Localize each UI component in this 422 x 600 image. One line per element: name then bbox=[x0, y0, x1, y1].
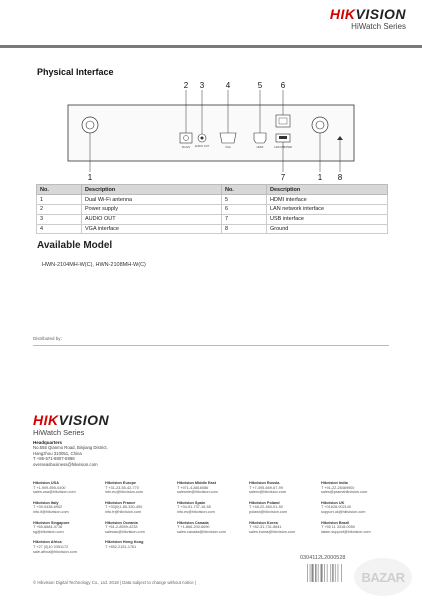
callout-4: 4 bbox=[225, 81, 231, 90]
table-row bbox=[37, 195, 388, 205]
office-item bbox=[249, 521, 321, 535]
office-phone: T +01628-902140 bbox=[321, 505, 352, 510]
office-item bbox=[105, 521, 177, 535]
brand-wordmark: HIKVISION bbox=[329, 6, 406, 22]
office-item bbox=[177, 501, 249, 515]
cell-desc: Power supply bbox=[82, 204, 222, 214]
header-no-1: No. bbox=[37, 185, 82, 195]
office-name: Hikvision Europe bbox=[105, 481, 137, 485]
available-model-title: Available Model bbox=[37, 240, 113, 251]
footer-brand-wordmark: HIKVISION bbox=[33, 412, 110, 428]
header-desc-2: Description bbox=[267, 185, 388, 195]
footer-brand-subtitle: HiWatch Series bbox=[33, 428, 85, 437]
office-name: Hikvision Poland bbox=[249, 500, 280, 505]
office-item bbox=[177, 521, 249, 535]
barcode-bar bbox=[330, 564, 331, 582]
office-phone: T +55 11 3318-0050 bbox=[321, 525, 355, 530]
label-hdmi: HDMI bbox=[256, 146, 264, 149]
callout-6: 6 bbox=[280, 81, 286, 90]
office-name: Hikvision Hong Kong bbox=[105, 540, 144, 545]
hdmi-port bbox=[254, 133, 266, 143]
header-desc-1: Description bbox=[82, 185, 222, 195]
office-name: Hikvision USA bbox=[33, 481, 59, 485]
office-phone: T +1-909-895-0400 bbox=[33, 485, 66, 490]
callout-7: 7 bbox=[280, 173, 286, 182]
office-email: sales.korea@hikvision.com bbox=[249, 529, 296, 534]
cell-desc: LAN network interface bbox=[267, 204, 388, 214]
office-email: support.uk@hikvision.com bbox=[321, 509, 366, 514]
footer-logo bbox=[33, 412, 109, 437]
office-email: sale.africa@hikvision.com bbox=[33, 549, 77, 554]
header-divider bbox=[0, 45, 422, 48]
cell-no: 4 bbox=[37, 224, 82, 234]
office-name: Hikvision UK bbox=[321, 500, 345, 505]
office-phone: T +65-6684-4718 bbox=[33, 525, 63, 530]
office-item bbox=[33, 501, 105, 515]
antenna-left bbox=[82, 117, 98, 133]
callout-3: 3 bbox=[199, 81, 205, 90]
office-name: Hikvision Brazil bbox=[321, 520, 350, 525]
office-phone: T +27 (0)10 0351172 bbox=[33, 544, 69, 549]
label-audio: AUDIO OUT bbox=[194, 145, 210, 148]
table-row bbox=[37, 214, 388, 224]
barcode-bar bbox=[332, 564, 333, 582]
office-name: Hikvision India bbox=[321, 481, 348, 485]
office-email: sales.canada@hikvision.com bbox=[177, 529, 227, 534]
office-email: latam.support@hikvision.com bbox=[321, 529, 371, 534]
power-port bbox=[180, 133, 192, 143]
office-email: saleru@hikvision.com bbox=[249, 490, 286, 495]
watermark-logo: BAZAR bbox=[354, 558, 412, 596]
barcode-bar bbox=[338, 564, 339, 582]
cell-desc: AUDIO OUT bbox=[82, 214, 222, 224]
office-phone: T +7-495-669-67-99 bbox=[249, 485, 283, 490]
cell-desc: HDMI interface bbox=[267, 195, 388, 205]
barcode-bar bbox=[310, 564, 311, 582]
office-phone: T +61-2-8599-4233 bbox=[105, 525, 138, 530]
label-lan-usb: LAN/USB/PWR bbox=[274, 146, 292, 149]
hq-address-2: Hangzhou 310051, China bbox=[33, 450, 82, 456]
office-email: info.it@hikvision.com bbox=[33, 509, 69, 514]
office-phone: T +34-91-737-16-55 bbox=[177, 505, 211, 510]
model-list: HWN-2104MH-W(C), HWN-2108MH-W(C) bbox=[42, 262, 146, 268]
cell-desc: Dual Wi-Fi antenna bbox=[82, 195, 222, 205]
interface-table bbox=[36, 184, 388, 234]
office-item bbox=[321, 481, 393, 495]
label-vga: VGA bbox=[225, 146, 231, 149]
office-name: Hikvision France bbox=[105, 500, 136, 505]
hq-email: overseasbusiness@hikvision.com bbox=[33, 461, 98, 467]
cell-no: 5 bbox=[222, 195, 267, 205]
office-phone: T +971-4-8816086 bbox=[177, 485, 209, 490]
hq-title: Headquarters bbox=[33, 440, 63, 445]
office-email: info.es@hikvision.com bbox=[177, 509, 215, 514]
office-item bbox=[249, 501, 321, 515]
copyright-text: © Hikvision Digital Technology Co., Ltd. 2018 | Data subject to change without notice | bbox=[33, 580, 196, 585]
office-email: info.eu@hikvision.com bbox=[105, 490, 144, 495]
barcode-bar bbox=[312, 564, 314, 582]
barcode-bar bbox=[341, 564, 342, 582]
callout-5: 5 bbox=[257, 81, 263, 90]
table-row bbox=[37, 224, 388, 234]
office-name: Hikvision Italy bbox=[33, 500, 59, 505]
office-item bbox=[249, 481, 321, 495]
cell-no: 2 bbox=[37, 204, 82, 214]
office-name: Hikvision Singapore bbox=[33, 520, 70, 525]
rear-panel-diagram bbox=[40, 80, 390, 185]
barcode-bar bbox=[324, 564, 325, 582]
cell-no: 7 bbox=[222, 214, 267, 224]
office-name: Hikvision Africa bbox=[33, 540, 62, 545]
office-phone: T +33(0)1-85-330-450 bbox=[105, 505, 143, 510]
cell-no: 8 bbox=[222, 224, 267, 234]
lan-port bbox=[276, 115, 290, 127]
panel-outline bbox=[68, 105, 354, 161]
barcode-bar bbox=[335, 564, 336, 582]
office-email: info.fr@hikvision.com bbox=[105, 509, 142, 514]
serial-number: 0304112L2000528 bbox=[300, 555, 346, 561]
office-email: sg@hikvision.com bbox=[33, 529, 64, 534]
office-phone: T +1-866-200-6690 bbox=[177, 525, 210, 530]
office-item bbox=[105, 501, 177, 515]
office-name: Hikvision Middle East bbox=[177, 481, 217, 485]
office-item bbox=[33, 521, 105, 535]
headquarters-block bbox=[33, 440, 108, 467]
office-phone: T +31-23-55-42-770 bbox=[105, 485, 139, 490]
office-item bbox=[321, 521, 393, 535]
distributed-by-label: Distributed by: bbox=[33, 336, 62, 341]
barcode-bar bbox=[307, 564, 308, 582]
office-phone: T +82-31-731-8841 bbox=[249, 525, 282, 530]
physical-interface-title: Physical Interface bbox=[37, 67, 114, 77]
antenna-right bbox=[312, 117, 328, 133]
cell-no: 3 bbox=[37, 214, 82, 224]
cell-desc: Ground bbox=[267, 224, 388, 234]
office-item bbox=[105, 481, 177, 495]
office-email: sales@pramahikvision.com bbox=[321, 490, 368, 495]
office-item bbox=[33, 540, 105, 554]
header-no-2: No. bbox=[222, 185, 267, 195]
office-name: Hikvision Oceania bbox=[105, 520, 138, 525]
footer-divider bbox=[33, 345, 389, 346]
cell-no: 6 bbox=[222, 204, 267, 214]
callout-1-left: 1 bbox=[87, 173, 93, 182]
offices-grid bbox=[33, 481, 393, 554]
brand-subtitle: HiWatch Series bbox=[351, 22, 406, 31]
office-phone: T +39-0438-6902 bbox=[33, 505, 63, 510]
cell-no: 1 bbox=[37, 195, 82, 205]
office-name: Hikvision Russia bbox=[249, 481, 280, 485]
label-dc12v: DC12V bbox=[181, 146, 191, 149]
barcode-graphic bbox=[306, 556, 358, 584]
callout-2: 2 bbox=[183, 81, 189, 90]
office-item bbox=[321, 501, 393, 515]
header-logo bbox=[330, 6, 406, 31]
barcode-bar bbox=[318, 564, 319, 582]
office-email: poland@hikvision.com bbox=[249, 509, 288, 514]
cell-desc: USB interface bbox=[267, 214, 388, 224]
cell-desc: VGA interface bbox=[82, 224, 222, 234]
office-phone: T +91-22-28469900 bbox=[321, 485, 355, 490]
barcode-bar bbox=[321, 564, 323, 582]
table-header-row bbox=[37, 185, 388, 195]
office-email: salesme@hikvision.com bbox=[177, 490, 218, 495]
office-email: salesau@hikvision.com bbox=[105, 529, 145, 534]
office-item bbox=[177, 481, 249, 495]
callout-8: 8 bbox=[337, 173, 343, 182]
office-name: Hikvision Spain bbox=[177, 500, 206, 505]
barcode-bar bbox=[315, 564, 316, 582]
office-phone: T +48-22-460-01-50 bbox=[249, 505, 283, 510]
office-email: sales.usa@hikvision.com bbox=[33, 490, 76, 495]
hq-phone: T +86-571-8807-5998 bbox=[33, 456, 75, 462]
table-row bbox=[37, 204, 388, 214]
office-item bbox=[33, 481, 105, 495]
office-name: Hikvision Canada bbox=[177, 520, 209, 525]
hq-address-1: No.555 Qianmo Road, Binjiang District, bbox=[33, 445, 108, 451]
vga-port bbox=[220, 133, 236, 143]
callout-1-right: 1 bbox=[317, 173, 323, 182]
office-item bbox=[105, 540, 177, 554]
office-phone: T +852-2151-1761 bbox=[105, 544, 137, 549]
barcode-bar bbox=[327, 564, 328, 582]
office-name: Hikvision Korea bbox=[249, 520, 278, 525]
